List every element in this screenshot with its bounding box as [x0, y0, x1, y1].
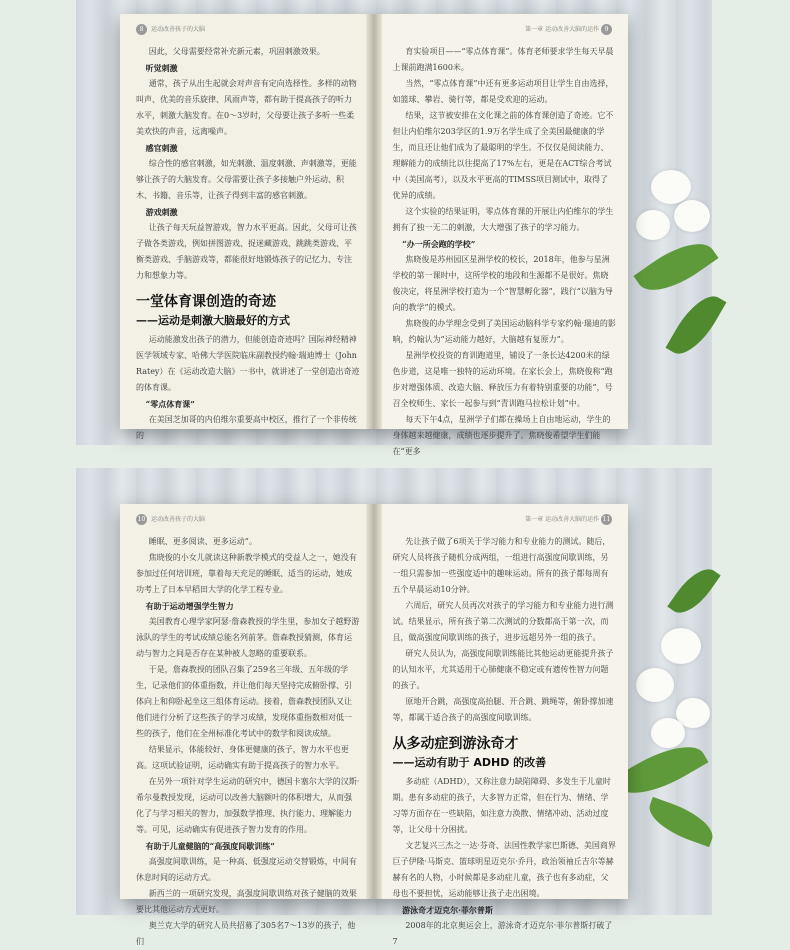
- open-book: [120, 14, 628, 456]
- flower-petal: [651, 170, 691, 204]
- chapter-subtitle: ——运动是刺激大脑最好的方式: [136, 314, 290, 327]
- leaf-decoration: [633, 230, 718, 304]
- section-subheading: 有助于运动增强学生智力: [145, 601, 234, 611]
- header-text: 第一章 运动改善大脑的运作: [525, 516, 600, 523]
- left-page: [120, 14, 371, 440]
- paragraph: 通常，孩子从出生起就会对声音有定向选择性。多样的动物叫声、优美的音乐旋律、风雨声等，都有助于提高孩子的听力水平，刺激大脑发育。在0～3岁时，父母要让孩子多听一些柔美欢快的声音，远离噪声。: [136, 79, 357, 136]
- left-page: [120, 504, 371, 946]
- paragraph: 结果，这节被安排在文化课之前的体育课创造了奇迹。它不但让内伯维尔203学区的1.9万名学生成了全美国最健康的学生，而且还让他们成为了最聪明的学生。不仅仅是阅读能力、理解能力的成绩比以往提高了17%左右，更是在ACT综合考试中（美国高考），以及水平更高的TIMSS项目测试中，取得了优异的成绩。: [392, 111, 614, 200]
- paragraph: 于是，詹森教授的团队召集了259名三年级、五年级的学生，记录他们的体重指数，并让他们每天坚持完成俯卧撑、引体向上和仰卧起坐这三组体育运动。接着，詹森教授团队又让他们进行分析了这些孩子的学习成绩，发现体重指数相对低一些的孩子，他们在全州标准化考试中的数学和阅读成绩。: [136, 665, 352, 738]
- chapter-subtitle: ——运动有助于 ADHD 的改善: [392, 756, 547, 769]
- paragraph: 焦晓俊的办学理念受到了美国运动脑科学专家约翰·瑞迪的影响，约翰认为“运动能力越好，大脑越有复原力”。: [392, 319, 616, 344]
- paragraph: 让孩子每天玩益智游戏，智力水平更高。因此，父母可让孩子做各类游戏，例如拼图游戏、捉迷藏游戏、跳跳类游戏、平衡类游戏、手脑游戏等，都能很好地锻炼孩子的记忆力、专注力和想象力等。: [136, 223, 357, 280]
- header-text: 运动改善孩子的大脑: [151, 516, 206, 523]
- paragraph: 综合性的感官刺激，如光刺激、温度刺激、声刺激等，更能够让孩子的大脑发育。父母需要让孩子多接触户外运动、积木、书籍、音乐等，让孩子得到丰富的感官刺激。: [136, 159, 357, 200]
- paragraph: 新西兰的一项研究发现，高强度间歇训练对孩子健脑的效果要比其他运动方式更好。: [136, 889, 357, 914]
- chapter-heading: [136, 292, 359, 330]
- page-number: 10: [137, 516, 146, 523]
- leaf-decoration: [643, 797, 718, 847]
- running-header: [136, 514, 205, 525]
- paragraph: 星洲学校投资的育训跑道里，铺设了一条长达4200米的绿色步道，这是唯一独特的运动环境。在家长会上，焦晓俊称“跑步对增强体质、改造大脑、释放压力有着特别重要的功能”，号召全校师生、家长一起参与到“青训跑马拉松计划”中。: [392, 351, 613, 408]
- paragraph: 这个实验的结果证明，零点体育课的开展让内伯维尔的学生拥有了独一无二的刺激，大大增强了孩子的学习能力。: [392, 207, 614, 232]
- book-gutter: [366, 14, 381, 429]
- paragraph: 奥兰克大学的研究人员共招募了305名7～13岁的孩子，他们: [136, 921, 356, 946]
- paragraph: 研究人员认为，高强度间歇训练能比其他运动更能提升孩子的认知水平，尤其适用于心肺健康不稳定或有遗传性智力问题的孩子。: [392, 649, 614, 690]
- paragraph: 当然，“零点体育课”中还有更多运动项目让学生自由选择，如篮球、攀岩、骑行等，都是受欢迎的运动。: [392, 79, 614, 104]
- right-page: [377, 14, 628, 456]
- chapter-title: 从多动症到游泳奇才: [392, 736, 519, 752]
- paragraph: 运动能激发出孩子的潜力，但能创造奇迹吗？国际神经精神医学领域专家、哈佛大学医院临床副教授约翰·瑞迪博士（John Ratey）在《运动改造大脑》一书中，就讲述了一堂创造出奇迹的体育课。: [136, 335, 360, 392]
- book-photo-bottom: [76, 468, 712, 946]
- section-subheading: 听觉刺激: [145, 63, 178, 73]
- paragraph: 育实验项目——“零点体育课”。体育老师要求学生每天早晨上课前跑满1600米。: [392, 47, 614, 72]
- section-subheading: 游戏刺激: [145, 207, 178, 217]
- book-photo-top: [76, 0, 712, 456]
- paragraph: 文艺复兴三杰之一达·芬奇、法国性教学家巴斯德、美国商界巨子伊隆·马斯克、篮球明星迈克尔·乔丹，政治领袖丘吉尔等赫赫有名的人物，小时候都是多动症儿童，孩子也有多动症，父母也不要担忧，运动能够让孩子走出困境。: [392, 841, 616, 898]
- page-number: 8: [136, 24, 147, 35]
- paragraph: 原地开合跳，高强度高抬腿、开合跳、跳绳等，俯卧撑加速等，都属于适合孩子的高强度间歇训练。: [392, 697, 614, 722]
- flower-petal: [636, 668, 674, 702]
- paragraph: 高强度间歇训练，是一种高、低强度运动交替锻炼，中间有休息时间的运动方式。: [136, 857, 357, 882]
- paragraph: 焦晓俊的小女儿就读这种新教学模式的受益人之一，她没有参加过任何培训班，靠着每天充足的睡眠、适当的运动，她成功考上了日本早稻田大学的化学工程专业。: [136, 553, 357, 594]
- paragraph: 结果显示，体能较好、身体更健康的孩子，智力水平也更高。这项试验证明，运动确实有助于提高孩子的智力水平。: [136, 745, 349, 770]
- paragraph: 多动症（ADHD），又称注意力缺陷障碍、多发生于儿童时期。患有多动症的孩子，大多智力正常，但在行为、情绪、学习等方面存在一些缺陷，如注意力涣散、情绪冲动、活动过度等，让父母十分困扰。: [392, 777, 611, 834]
- chapter-title: 一堂体育课创造的奇迹: [136, 294, 276, 310]
- body-text: [393, 44, 616, 460]
- section-subheading: 有助于儿童健脑的“高强度间歇训练”: [145, 841, 275, 851]
- paragraph: 六周后，研究人员再次对孩子的学习能力和专业能力进行测试。结果显示，所有孩子第二次测试的分数都高于第一次，而且，做高强度间歇训练的孩子，进步远超另外一组的孩子。: [392, 601, 614, 642]
- paragraph: 在另外一项针对学生运动的研究中，德国卡塞尔大学的汉斯·希尔曼教授发现，运动可以改善大脑额叶的体积增大，从而强化了与学习相关的智力，加强数学推理、执行能力、理解能力等。可见，运动确实有促进孩子智力发育的作用。: [136, 777, 360, 834]
- flower-petal: [661, 628, 701, 664]
- flower-petal: [636, 210, 670, 240]
- paragraph: 先让孩子做了6项关于学习能力和专业能力的测试。随后，研究人员将孩子随机分成两组，一组进行高强度间歇训练，另一组只需参加一些强度适中的趣味运动。所有的孩子都每周有五个早晨运动10分钟。: [392, 537, 611, 594]
- chapter-heading: [393, 734, 616, 772]
- running-header: [525, 24, 616, 35]
- flower-petal: [651, 718, 685, 748]
- leaf-decoration: [666, 287, 727, 363]
- running-header: [525, 514, 616, 525]
- running-header: [136, 24, 205, 35]
- paragraph: 在美国芝加哥的内伯维尔重要高中校区，推行了一个非传统的: [136, 415, 357, 440]
- paragraph: 每天下午4点，星洲学子们都在操场上自由地运动，学生的身体越来越健康，成绩也逐步提升了。焦晓俊希望学生们能在“更多: [392, 415, 611, 456]
- right-page: [377, 504, 628, 946]
- header-text: 运动改善孩子的大脑: [151, 26, 206, 33]
- body-text: [136, 534, 359, 950]
- book-gutter: [366, 504, 381, 899]
- section-subheading: “零点体育课”: [145, 399, 195, 409]
- paragraph: 美国教育心理学家阿瑟·詹森教授的学生里，参加女子越野游泳队的学生的考试成绩总能名列前茅。詹森教授猜测，体育运动与智力之间是否存在某种被人忽略的重要联系。: [136, 617, 360, 658]
- paragraph: 因此，父母需要经常补充新元素，巩固刺激效果。: [148, 47, 325, 56]
- paragraph: 焦晓俊是苏州园区星洲学校的校长，2018年，他参与星洲学校的第一课时中，这所学校的地段和生源都不是很好。焦晓俊决定，将星洲学校打造为一个“智慧孵化器”，践行“以脑为导向的教学”的模式。: [392, 255, 613, 312]
- open-book: [120, 504, 628, 946]
- section-subheading: “办一所会跑的学校”: [402, 239, 476, 249]
- page-number: 11: [602, 516, 611, 523]
- paragraph: 2008年的北京奥运会上，游泳奇才迈克尔·菲尔普斯打破了7: [392, 921, 613, 946]
- body-text: [136, 44, 359, 444]
- page-number: 9: [601, 24, 612, 35]
- flower-petal: [674, 200, 710, 232]
- section-subheading: 感官刺激: [145, 143, 178, 153]
- body-text: [393, 534, 616, 950]
- header-text: 第一章 运动改善大脑的运作: [525, 26, 600, 33]
- leaf-decoration: [667, 561, 720, 622]
- paragraph: 睡眠、更多阅读、更多运动”。: [148, 537, 257, 546]
- section-subheading: 游泳奇才迈克尔·菲尔普斯: [402, 905, 493, 915]
